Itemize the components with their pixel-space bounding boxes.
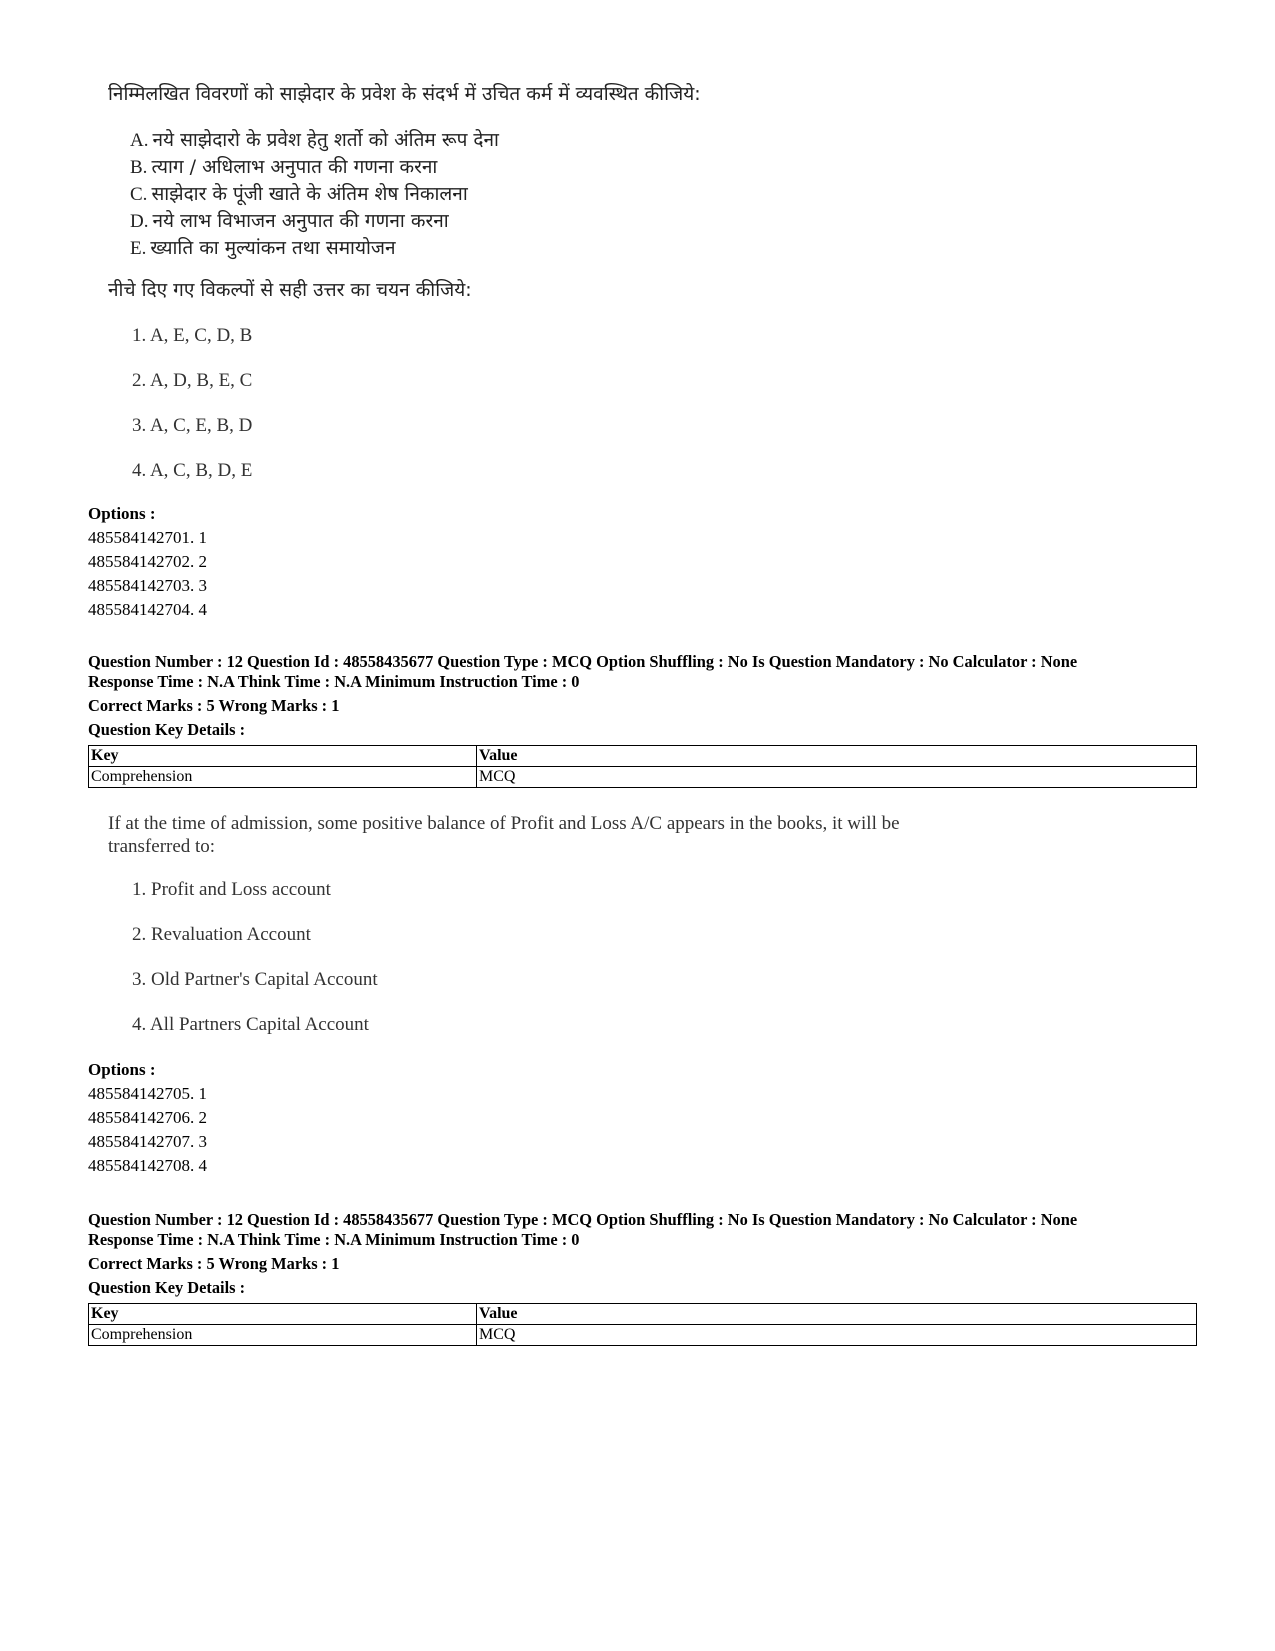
option-id: 485584142704. 4 — [88, 600, 207, 619]
statement-item — [130, 127, 499, 154]
options-heading: Options : — [88, 1060, 156, 1079]
marks-line: Correct Marks : 5 Wrong Marks : 1 — [88, 696, 340, 715]
statement-letter: E. — [130, 238, 147, 259]
answer-choice: 2. A, D, B, E, C — [132, 370, 253, 391]
marks-line: Correct Marks : 5 Wrong Marks : 1 — [88, 1254, 340, 1273]
question-text-english — [108, 812, 1008, 858]
answer-choice-list — [132, 878, 378, 1058]
option-id: 485584142703. 3 — [88, 576, 207, 595]
answer-choice-list — [132, 324, 252, 504]
table-cell-key: Comprehension — [89, 767, 477, 788]
option-id: 485584142702. 2 — [88, 552, 207, 571]
table-header-row — [89, 1304, 1197, 1325]
table-cell-value: MCQ — [477, 767, 1197, 788]
table-header-value: Value — [477, 1304, 1197, 1325]
table-cell-key: Comprehension — [89, 1325, 477, 1346]
answer-choice: 2. Revaluation Account — [132, 924, 311, 945]
question-key-table — [88, 1303, 1197, 1346]
table-header-key: Key — [89, 746, 477, 767]
question-key-table — [88, 745, 1197, 788]
option-id: 485584142708. 4 — [88, 1156, 207, 1175]
question-line: transferred to: — [108, 836, 216, 857]
question-line: If at the time of admission, some positive balance of Profit and Loss A/C appears in the books, it will be — [108, 813, 900, 834]
option-id: 485584142701. 1 — [88, 528, 207, 547]
option-id: 485584142707. 3 — [88, 1132, 207, 1151]
options-block — [88, 502, 207, 622]
key-details-label: Question Key Details : — [88, 1278, 246, 1297]
statement-letter: D. — [130, 211, 149, 232]
question-meta — [88, 652, 1198, 740]
statement-letter: A. — [130, 130, 149, 151]
answer-choice: 3. A, C, E, B, D — [132, 415, 253, 436]
key-details-label: Question Key Details : — [88, 720, 246, 739]
statement-letter: B. — [130, 157, 148, 178]
statement-item — [130, 181, 499, 208]
statement-letter: C. — [130, 184, 148, 205]
statement-list — [130, 127, 499, 262]
statement-item — [130, 208, 499, 235]
question-meta — [88, 1210, 1198, 1298]
statement-item — [130, 154, 499, 181]
answer-choice: 1. Profit and Loss account — [132, 879, 331, 900]
statement-text: नये लाभ विभाजन अनुपात की गणना करना — [152, 210, 449, 232]
answer-choice: 4. All Partners Capital Account — [132, 1014, 369, 1035]
answer-choice: 1. A, E, C, D, B — [132, 325, 253, 346]
statement-item — [130, 235, 499, 262]
question-meta-line: Response Time : N.A Think Time : N.A Minimum Instruction Time : 0 — [88, 672, 580, 691]
statement-text: नये साझेदारो के प्रवेश हेतु शर्तो को अंतिम रूप देना — [152, 129, 499, 151]
question-meta-line: Question Number : 12 Question Id : 48558435677 Question Type : MCQ Option Shuffling : No Is Question Mandatory : No Calculator : None — [88, 652, 1078, 671]
statement-text: ख्याति का मुल्यांकन तथा समायोजन — [150, 237, 396, 259]
select-prompt-hindi: नीचे दिए गए विकल्पों से सही उत्तर का चयन कीजिये: — [108, 279, 472, 301]
question-meta-line: Response Time : N.A Think Time : N.A Minimum Instruction Time : 0 — [88, 1230, 580, 1249]
table-header-row — [89, 746, 1197, 767]
option-id: 485584142705. 1 — [88, 1084, 207, 1103]
option-id: 485584142706. 2 — [88, 1108, 207, 1127]
table-row — [89, 1325, 1197, 1346]
statement-text: साझेदार के पूंजी खाते के अंतिम शेष निकालना — [151, 183, 468, 205]
table-header-value: Value — [477, 746, 1197, 767]
question-meta-line: Question Number : 12 Question Id : 48558435677 Question Type : MCQ Option Shuffling : No Is Question Mandatory : No Calculator : None — [88, 1210, 1078, 1229]
statement-text: त्याग / अधिलाभ अनुपात की गणना करना — [151, 156, 438, 178]
answer-choice: 4. A, C, B, D, E — [132, 460, 253, 481]
answer-choice: 3. Old Partner's Capital Account — [132, 969, 378, 990]
options-block — [88, 1058, 207, 1178]
table-row — [89, 767, 1197, 788]
question-text-hindi: निम्मिलखित विवरणों को साझेदार के प्रवेश के संदर्भ में उचित कर्म में व्यवस्थित कीजिये: — [108, 83, 701, 105]
table-cell-value: MCQ — [477, 1325, 1197, 1346]
options-heading: Options : — [88, 504, 156, 523]
table-header-key: Key — [89, 1304, 477, 1325]
